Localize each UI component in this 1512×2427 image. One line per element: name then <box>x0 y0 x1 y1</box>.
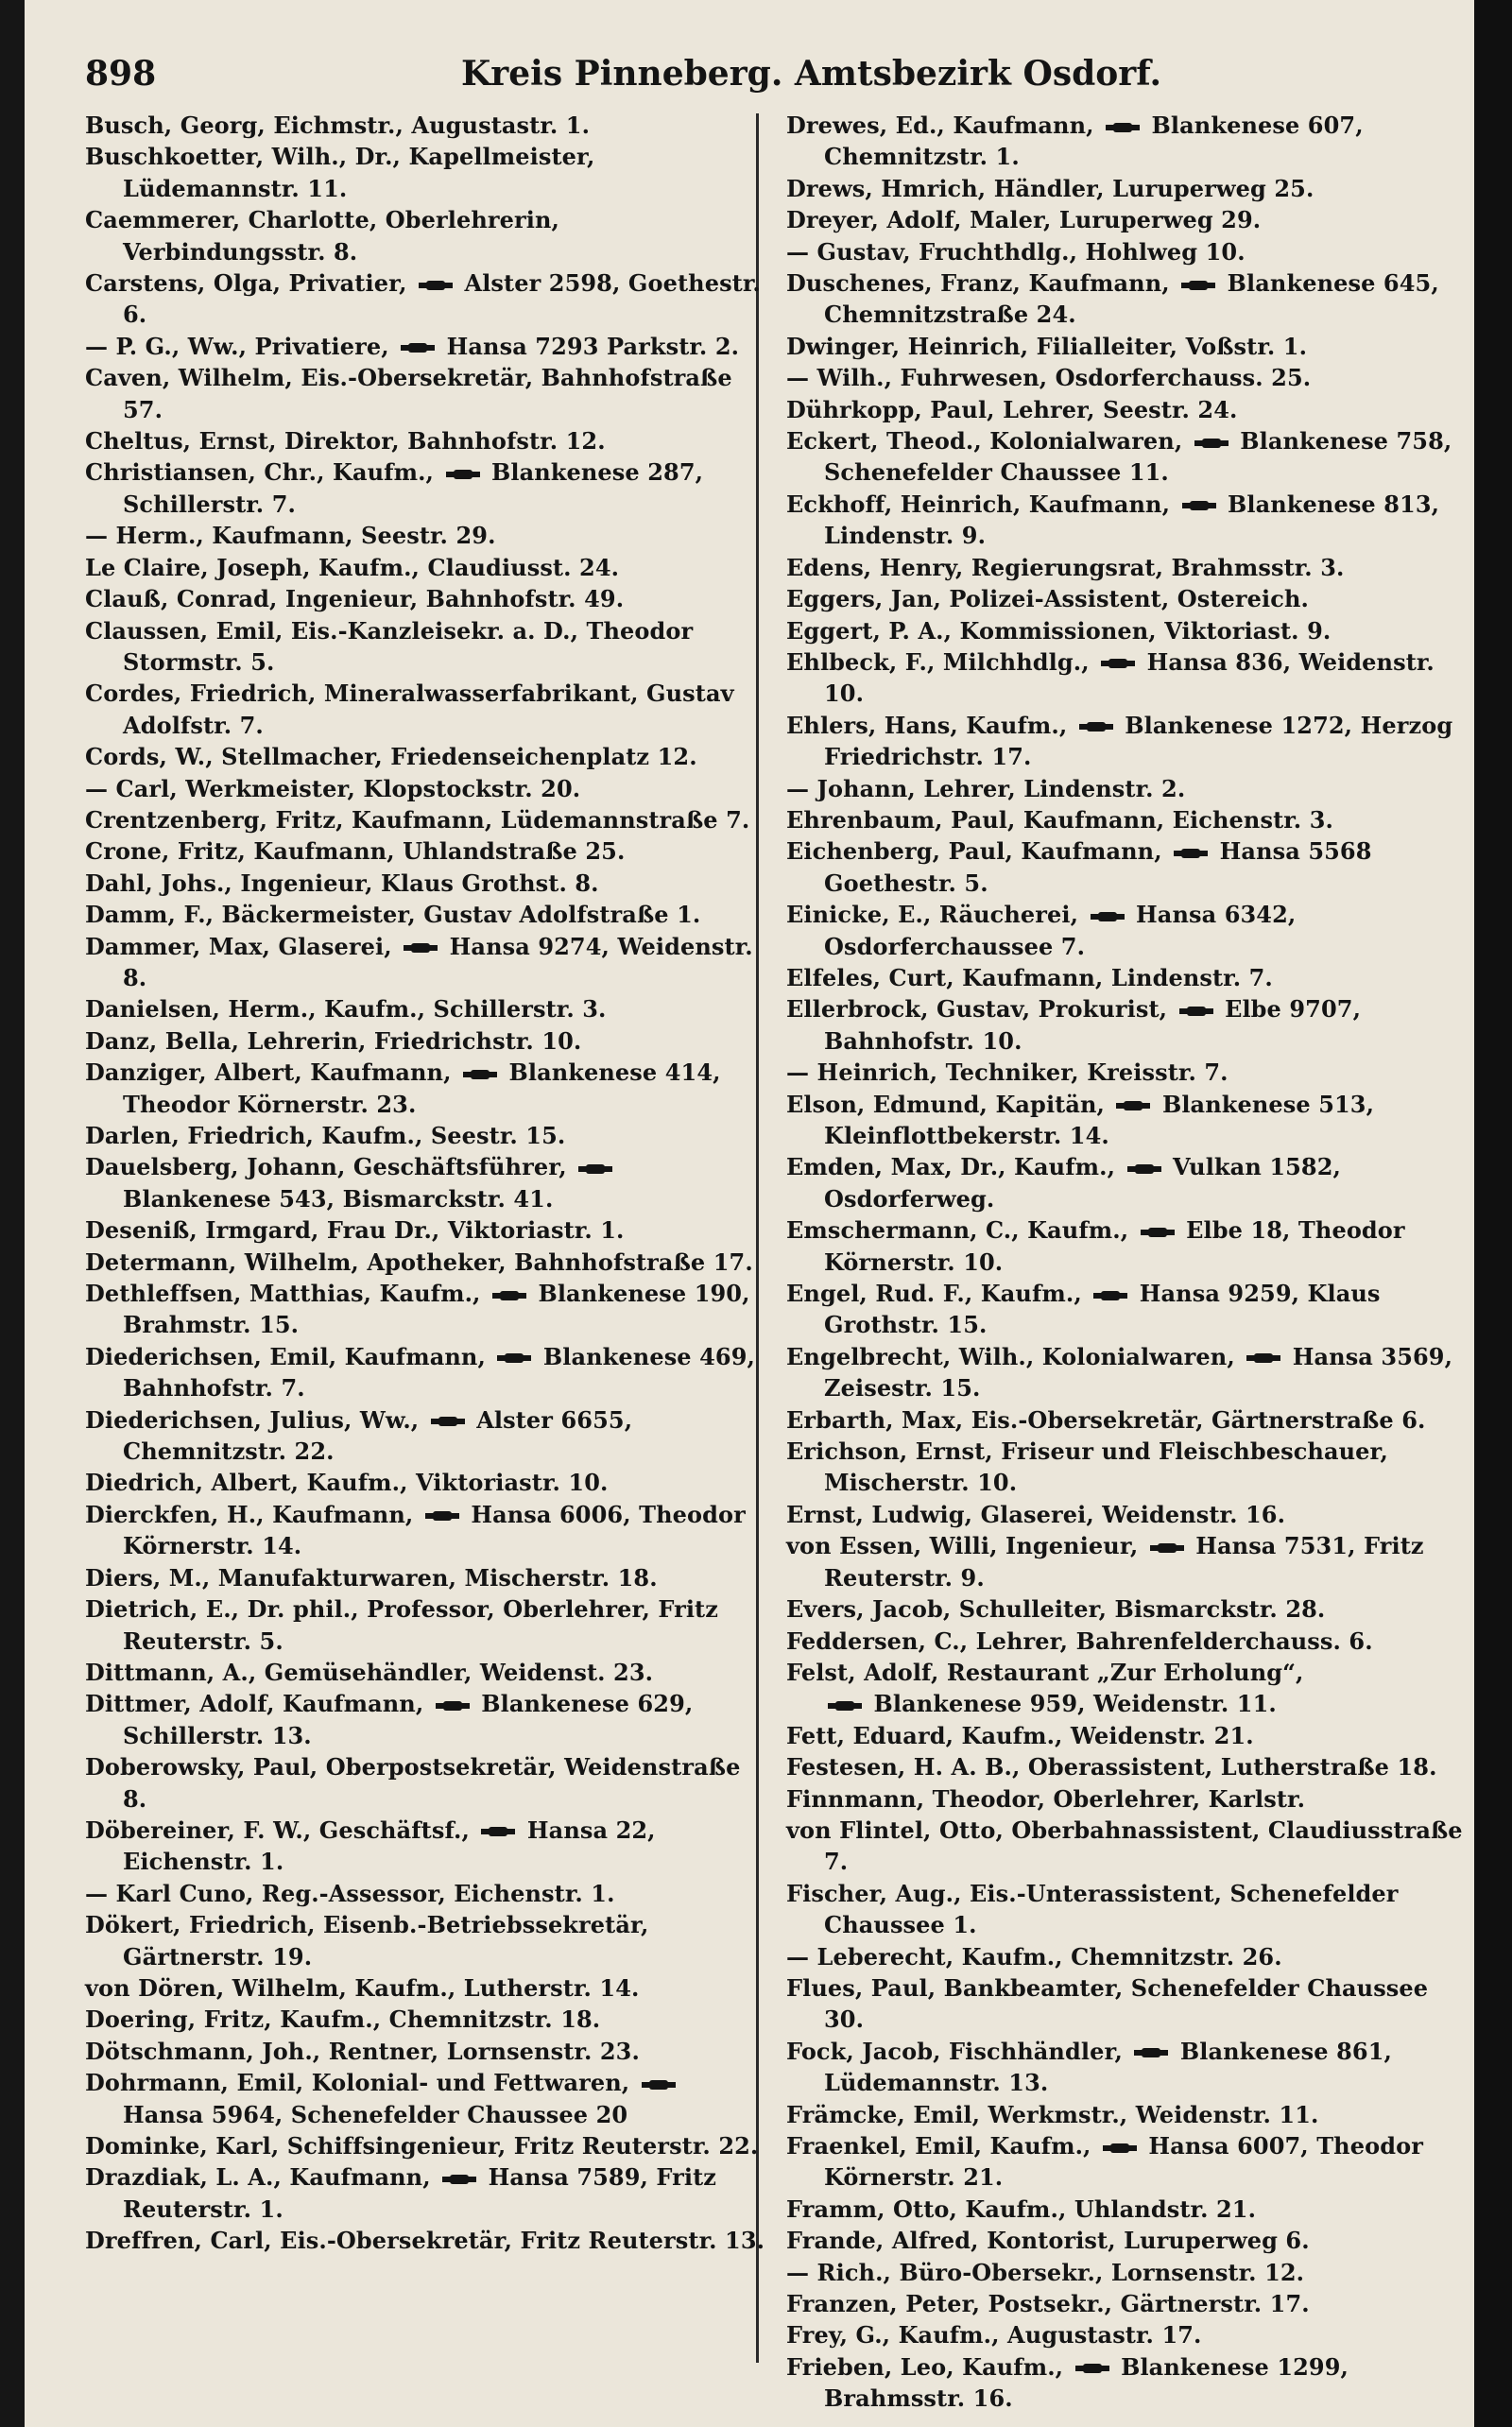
directory-entry <box>85 2225 765 2256</box>
directory-entry <box>85 1751 765 1815</box>
entry-text: Diederichsen, Julius, Ww., <box>85 1405 420 1434</box>
entry-phone-address: Hansa 5568 Goethestr. 5. <box>824 837 1372 897</box>
entry-text: Dominke, Karl, Schiffsingenieur, Fritz Reuterstr. 22. <box>85 2132 759 2160</box>
entry-phone-address: Hansa 5964, Schenefelder Chaussee 20 <box>123 2100 628 2128</box>
entry-text: Frey, G., Kaufm., Augustastr. 17. <box>786 2321 1202 2350</box>
entry-text: Eggers, Jan, Polizei-Assistent, Ostereich. <box>786 585 1309 613</box>
entry-phone-address: Blankenese 543, Bismarckstr. 41. <box>123 1184 554 1213</box>
entry-text: Erichson, Ernst, Friseur und Fleischbeschauer, Mischerstr. 10. <box>786 1437 1389 1497</box>
telephone-icon <box>429 1413 467 1430</box>
directory-entry <box>786 1436 1467 1499</box>
entry-text: Determann, Wilhelm, Apotheker, Bahnhofstraße 17. <box>85 1248 753 1276</box>
entry-text: Emschermann, C., Kaufm., <box>786 1216 1129 1245</box>
entry-text: Dohrmann, Emil, Kolonial- und Fettwaren, <box>85 2069 630 2097</box>
entry-text: Fraenkel, Emil, Kaufm., <box>786 2132 1091 2160</box>
directory-entry <box>85 1404 765 1468</box>
telephone-icon <box>640 2076 678 2093</box>
directory-entry <box>85 362 765 425</box>
telephone-icon <box>1091 1287 1129 1304</box>
directory-entry <box>85 678 765 741</box>
telephone-icon <box>1132 2044 1170 2061</box>
telephone-icon <box>1125 1161 1163 1178</box>
entry-text: Fischer, Aug., Eis.-Unterassistent, Schenefelder Chaussee 1. <box>786 1879 1399 1939</box>
telephone-icon <box>1089 908 1126 925</box>
telephone-icon <box>402 939 439 956</box>
directory-entry <box>786 394 1467 425</box>
entry-text: Diederichsen, Emil, Kaufmann, <box>85 1342 486 1370</box>
entry-text: Diers, M., Manufakturwaren, Mischerstr. 18. <box>85 1563 658 1592</box>
directory-entry <box>85 1057 765 1120</box>
entry-text: Carstens, Olga, Privatier, <box>85 269 407 298</box>
directory-entry <box>786 2225 1467 2256</box>
directory-entry <box>786 993 1467 1057</box>
entry-text: Fock, Jacob, Fischhändler, <box>786 2037 1123 2065</box>
entry-text: Emden, Max, Dr., Kaufm., <box>786 1153 1116 1181</box>
directory-entry <box>786 2319 1467 2350</box>
telephone-icon <box>444 466 482 483</box>
directory-entry <box>786 646 1467 710</box>
directory-entry <box>85 1688 765 1751</box>
entry-text: Dreyer, Adolf, Maler, Luruperweg 29. <box>786 206 1262 234</box>
telephone-icon <box>1179 277 1217 294</box>
telephone-icon <box>417 277 455 294</box>
entry-phone-address: Alster 2598, Goethestr. 6. <box>123 269 761 329</box>
directory-entry <box>85 931 765 994</box>
directory-entry <box>786 1057 1467 1088</box>
directory-entry <box>786 1783 1467 1815</box>
entry-text: Frande, Alfred, Kontorist, Luruperweg 6. <box>786 2227 1310 2255</box>
directory-entry <box>786 2351 1467 2415</box>
directory-entry <box>85 204 765 267</box>
entry-phone-address: Blankenese 414, Theodor Körnerstr. 23. <box>123 1059 721 1118</box>
entry-phone-address: Blankenese 629, Schillerstr. 13. <box>123 1690 694 1749</box>
directory-entry <box>85 1025 765 1057</box>
directory-entry <box>786 1341 1467 1404</box>
telephone-icon <box>1114 1097 1152 1114</box>
directory-entry <box>786 362 1467 393</box>
entry-text: Crentzenberg, Fritz, Kaufmann, Lüdemannstraße 7. <box>85 805 750 834</box>
telephone-icon <box>1177 1003 1215 1020</box>
directory-entry <box>85 141 765 204</box>
telephone-icon <box>440 2171 478 2188</box>
directory-entry <box>85 741 765 772</box>
directory-entry <box>786 899 1467 962</box>
entry-text: Busch, Georg, Eichmstr., Augustastr. 1. <box>85 112 591 139</box>
entry-text: Doberowsky, Paul, Oberpostsekretär, Weidenstraße 8. <box>85 1753 741 1813</box>
directory-entry <box>786 2288 1467 2319</box>
entry-phone-address: Blankenese 959, Weidenstr. 11. <box>873 1690 1277 1718</box>
entry-text: Danz, Bella, Lehrerin, Friedrichstr. 10. <box>85 1026 582 1055</box>
entry-phone-address: Hansa 7293 Parkstr. 2. <box>446 332 740 360</box>
entry-phone-address: Hansa 22, Eichenstr. 1. <box>123 1816 656 1876</box>
entry-text: Ehrenbaum, Paul, Kaufmann, Eichenstr. 3. <box>786 805 1333 834</box>
entry-text: Clauß, Conrad, Ingenieur, Bahnhofstr. 49. <box>85 585 625 613</box>
entry-text: — Wilh., Fuhrwesen, Osdorferchauss. 25. <box>786 364 1312 392</box>
entry-text: — Herm., Kaufmann, Seestr. 29. <box>85 522 496 550</box>
entry-text: — Leberecht, Kaufm., Chemnitzstr. 26. <box>786 1942 1282 1971</box>
entry-phone-address: Hansa 836, Weidenstr. 10. <box>824 647 1435 708</box>
telephone-icon <box>1074 2360 1111 2377</box>
directory-entry <box>85 520 765 551</box>
directory-entry <box>786 552 1467 583</box>
entry-text: — Rich., Büro-Obersekr., Lornsenstr. 12. <box>786 2258 1305 2286</box>
directory-entry <box>786 710 1467 773</box>
entry-text: Dammer, Max, Glaserei, <box>85 932 392 960</box>
directory-entry <box>85 1278 765 1341</box>
entry-text: Eckert, Theod., Kolonialwaren, <box>786 427 1183 456</box>
directory-entry <box>85 1151 765 1214</box>
entry-phone-address: Hansa 6342, Osdorferchaussee 7. <box>824 901 1297 960</box>
directory-entry <box>786 425 1467 489</box>
entry-phone-address: Hansa 7589, Fritz Reuterstr. 1. <box>123 2163 717 2223</box>
entry-text: Cheltus, Ernst, Direktor, Bahnhofstr. 12. <box>85 427 606 456</box>
directory-entry <box>85 1562 765 1593</box>
telephone-icon <box>576 1161 614 1178</box>
directory-entry <box>786 1941 1467 1972</box>
directory-entry <box>786 2257 1467 2288</box>
entry-text: Drews, Hmrich, Händler, Luruperweg 25. <box>786 174 1314 202</box>
entry-text: Evers, Jacob, Schulleiter, Bismarckstr. 28. <box>786 1595 1326 1624</box>
directory-entry <box>786 1530 1467 1593</box>
entry-text: Buschkoetter, Wilh., Dr., Kapellmeister, Lüdemannstr. 11. <box>85 143 595 202</box>
directory-entry <box>786 1972 1467 2036</box>
directory-entry <box>85 1120 765 1151</box>
entry-text: Crone, Fritz, Kaufmann, Uhlandstraße 25. <box>85 837 626 866</box>
telephone-icon <box>399 339 437 356</box>
entry-phone-address: Blankenese 1299, Brahmsstr. 16. <box>824 2352 1349 2413</box>
telephone-icon <box>495 1350 533 1367</box>
entry-text: Dierckfen, H., Kaufmann, <box>85 1500 414 1528</box>
entry-text: — Karl Cuno, Reg.-Assessor, Eichenstr. 1. <box>85 1879 615 1907</box>
directory-entry <box>85 899 765 930</box>
directory-entry <box>786 1404 1467 1436</box>
entry-phone-address: Blankenese 861, Lüdemannstr. 13. <box>824 2037 1392 2097</box>
entry-text: Ellerbrock, Gustav, Prokurist, <box>786 995 1168 1024</box>
entry-text: Eckhoff, Heinrich, Kaufmann, <box>786 490 1171 518</box>
left-column <box>85 110 765 2257</box>
entry-phone-address: Hansa 6006, Theodor Körnerstr. 14. <box>123 1500 746 1560</box>
entry-phone-address: Elbe 9707, Bahnhofstr. 10. <box>824 995 1362 1055</box>
directory-entry <box>85 1909 765 1972</box>
scan-edge-right <box>1474 0 1512 2427</box>
entry-text: — Heinrich, Techniker, Kreisstr. 7. <box>786 1059 1228 1087</box>
page-header <box>85 45 1455 102</box>
directory-entry <box>85 2004 765 2035</box>
entry-text: Feddersen, C., Lehrer, Bahrenfelderchauss. 6. <box>786 1627 1373 1655</box>
entry-text: Dietrich, E., Dr. phil., Professor, Oberlehrer, Fritz Reuterstr. 5. <box>85 1595 718 1655</box>
entry-phone-address: Elbe 18, Theodor Körnerstr. 10. <box>824 1216 1405 1276</box>
entry-phone-address: Blankenese 645, Chemnitzstraße 24. <box>824 269 1439 329</box>
entry-text: Dittmann, A., Gemüsehändler, Weidenst. 23. <box>85 1658 654 1686</box>
directory-entry <box>85 1247 765 1278</box>
directory-entry <box>786 1720 1467 1751</box>
page-number: 898 <box>85 54 157 94</box>
entry-text: — Johann, Lehrer, Lindenstr. 2. <box>786 774 1186 802</box>
telephone-icon <box>1172 845 1210 862</box>
entry-text: Ehlbeck, F., Milchhdlg., <box>786 647 1090 676</box>
entry-text: Christiansen, Chr., Kaufm., <box>85 458 435 487</box>
entry-text: Dührkopp, Paul, Lehrer, Seestr. 24. <box>786 395 1238 423</box>
entry-text: Ehlers, Hans, Kaufm., <box>786 711 1068 739</box>
entry-phone-address: Blankenese 469, Bahnhofstr. 7. <box>123 1342 755 1403</box>
telephone-icon <box>479 1823 517 1840</box>
entry-text: Doering, Fritz, Kaufm., Chemnitzstr. 18. <box>85 2005 601 2034</box>
directory-entry <box>85 552 765 583</box>
entry-text: Darlen, Friedrich, Kaufm., Seestr. 15. <box>85 1122 566 1149</box>
directory-entry <box>85 583 765 614</box>
telephone-icon <box>1245 1350 1282 1367</box>
entry-phone-address: Blankenese 190, Brahmstr. 15. <box>123 1280 750 1339</box>
entry-phone-address: Hansa 7531, Fritz Reuterstr. 9. <box>824 1532 1424 1592</box>
entry-text: Dötschmann, Joh., Rentner, Lornsenstr. 23. <box>85 2037 640 2065</box>
directory-entry <box>786 2194 1467 2225</box>
directory-entry <box>85 1815 765 1878</box>
entry-text: Damm, F., Bäckermeister, Gustav Adolfstraße 1. <box>85 901 701 929</box>
directory-entry <box>786 835 1467 899</box>
entry-phone-address: Blankenese 607, Chemnitzstr. 1. <box>824 112 1364 171</box>
entry-text: Diedrich, Albert, Kaufm., Viktoriastr. 10. <box>85 1469 609 1497</box>
telephone-icon <box>434 1697 472 1714</box>
entry-text: Edens, Henry, Regierungsrat, Brahmsstr. 3. <box>786 553 1345 581</box>
entry-text: Dreffren, Carl, Eis.-Obersekretär, Fritz Reuterstr. 13. <box>85 2227 765 2255</box>
directory-entry <box>85 615 765 679</box>
directory-entry <box>85 331 765 362</box>
entry-text: Claussen, Emil, Eis.-Kanzleisekr. a. D., Theodor Stormstr. 5. <box>85 616 694 676</box>
entry-text: Eggert, P. A., Kommissionen, Viktoriast. 9. <box>786 616 1332 645</box>
directory-entry <box>786 1499 1467 1530</box>
entry-phone-address: Blankenese 513, Kleinflottbekerstr. 14. <box>824 1090 1375 1149</box>
entry-text: Dahl, Johs., Ingenieur, Klaus Grothst. 8. <box>85 869 599 897</box>
entry-phone-address: Hansa 6007, Theodor Körnerstr. 21. <box>824 2132 1423 2192</box>
entry-text: Felst, Adolf, Restaurant „Zur Erholung“, <box>786 1658 1304 1686</box>
telephone-icon <box>490 1287 528 1304</box>
directory-entry <box>85 1878 765 1909</box>
entry-text: von Dören, Wilhelm, Kaufm., Lutherstr. 14. <box>85 1973 640 2002</box>
directory-entry <box>85 1214 765 1246</box>
directory-entry <box>85 1341 765 1404</box>
telephone-icon <box>1077 718 1115 735</box>
entry-text: Le Claire, Joseph, Kaufm., Claudiusst. 24. <box>85 553 620 581</box>
telephone-icon <box>423 1507 461 1524</box>
running-title: Kreis Pinneberg. Amtsbezirk Osdorf. <box>461 54 1161 94</box>
entry-text: Fett, Eduard, Kaufm., Weidenstr. 21. <box>786 1721 1254 1749</box>
entry-text: Franzen, Peter, Postsekr., Gärtnerstr. 17. <box>786 2290 1310 2318</box>
telephone-icon <box>1193 435 1230 452</box>
entry-phone-address: Blankenese 813, Lindenstr. 9. <box>824 490 1440 550</box>
directory-entry <box>786 110 1467 173</box>
directory-entry <box>85 110 765 141</box>
directory-entry <box>786 1626 1467 1657</box>
telephone-icon <box>461 1066 499 1083</box>
entry-text: Döbereiner, F. W., Geschäftsf., <box>85 1816 470 1844</box>
entry-text: von Flintel, Otto, Oberbahnassistent, Claudiusstraße 7. <box>786 1816 1463 1876</box>
entry-text: Festesen, H. A. B., Oberassistent, Lutherstraße 18. <box>786 1753 1437 1782</box>
directory-entry <box>85 2036 765 2067</box>
entry-text: Främcke, Emil, Werkmstr., Weidenstr. 11. <box>786 2100 1319 2128</box>
entry-text: Danziger, Albert, Kaufmann, <box>85 1059 452 1087</box>
directory-entry <box>786 2130 1467 2194</box>
entry-text: Cordes, Friedrich, Mineralwasserfabrikant, Gustav Adolfstr. 7. <box>85 680 734 739</box>
entry-text: Deseniß, Irmgard, Frau Dr., Viktoriastr. 1. <box>85 1216 625 1245</box>
entry-text: Eichenberg, Paul, Kaufmann, <box>786 837 1162 866</box>
directory-entry <box>85 456 765 520</box>
entry-phone-address: Alster 6655, Chemnitzstr. 22. <box>123 1405 633 1466</box>
entry-text: Caemmerer, Charlotte, Oberlehrerin, Verbindungsstr. 8. <box>85 206 559 266</box>
telephone-icon <box>1148 1540 1186 1557</box>
entry-text: Dittmer, Adolf, Kaufmann, <box>85 1690 424 1718</box>
directory-entry <box>786 583 1467 614</box>
entry-phone-address: Blankenese 758, Schenefelder Chaussee 11. <box>824 427 1452 487</box>
directory-entry <box>85 2130 765 2161</box>
directory-entry <box>85 773 765 804</box>
entry-phone-address: Vulkan 1582, Osdorferweg. <box>824 1153 1341 1213</box>
telephone-icon <box>1180 497 1218 514</box>
entry-text: Dauelsberg, Johann, Geschäftsführer, <box>85 1153 567 1181</box>
entry-text: Frieben, Leo, Kaufm., <box>786 2352 1064 2381</box>
directory-entry <box>786 1214 1467 1278</box>
entry-phone-address: Hansa 3569, Zeisestr. 15. <box>824 1342 1453 1403</box>
directory-entry <box>85 267 765 331</box>
directory-entry <box>85 2161 765 2225</box>
entry-text: — Gustav, Fruchthdlg., Hohlweg 10. <box>786 237 1246 266</box>
directory-entry <box>85 835 765 867</box>
entry-text: Elfeles, Curt, Kaufmann, Lindenstr. 7. <box>786 963 1273 991</box>
entry-text: — Carl, Werkmeister, Klopstockstr. 20. <box>85 774 581 802</box>
entry-text: — P. G., Ww., Privatiere, <box>85 332 389 360</box>
entry-text: Caven, Wilhelm, Eis.-Obersekretär, Bahnhofstraße 57. <box>85 364 732 423</box>
directory-entry <box>786 2036 1467 2099</box>
directory-entry <box>786 1657 1467 1720</box>
entry-text: Cords, W., Stellmacher, Friedenseichenplatz 12. <box>85 743 697 771</box>
directory-entry <box>85 425 765 456</box>
entry-text: Engelbrecht, Wilh., Kolonialwaren, <box>786 1342 1235 1370</box>
directory-entry <box>786 1151 1467 1214</box>
entry-phone-address: Hansa 9274, Weidenstr. 8. <box>123 932 753 991</box>
entry-phone-address: Blankenese 287, Schillerstr. 7. <box>123 458 704 518</box>
directory-entry <box>786 2099 1467 2130</box>
directory-entry <box>85 1499 765 1562</box>
directory-entry <box>85 1593 765 1657</box>
directory-entry <box>786 615 1467 646</box>
directory-entry <box>786 962 1467 993</box>
directory-entry <box>85 868 765 899</box>
directory-entry <box>786 804 1467 835</box>
entry-phone-address: Hansa 9259, Klaus Grothstr. 15. <box>824 1280 1381 1339</box>
entry-text: Flues, Paul, Bankbeamter, Schenefelder Chaussee 30. <box>786 1973 1429 2034</box>
directory-entry <box>786 173 1467 204</box>
scan-edge-left <box>0 0 25 2427</box>
entry-text: Elson, Edmund, Kapitän, <box>786 1090 1105 1118</box>
directory-entry <box>786 1593 1467 1625</box>
directory-entry <box>85 2067 765 2130</box>
entry-text: Finnmann, Theodor, Oberlehrer, Karlstr. <box>786 1784 1306 1813</box>
directory-entry <box>786 267 1467 331</box>
directory-entry <box>786 236 1467 267</box>
entry-text: Dökert, Friedrich, Eisenb.-Betriebssekretär, Gärtnerstr. 19. <box>85 1911 649 1971</box>
telephone-icon <box>826 1697 864 1714</box>
directory-entry <box>85 1972 765 2004</box>
directory-entry <box>786 773 1467 804</box>
entry-text: Drewes, Ed., Kaufmann, <box>786 112 1094 139</box>
directory-entry <box>786 204 1467 235</box>
directory-entry <box>786 1878 1467 1941</box>
entry-text: Dethleffsen, Matthias, Kaufm., <box>85 1280 481 1308</box>
telephone-icon <box>1104 119 1142 136</box>
telephone-icon <box>1101 2140 1139 2157</box>
entry-text: Einicke, E., Räucherei, <box>786 901 1079 929</box>
entry-text: Engel, Rud. F., Kaufm., <box>786 1280 1082 1308</box>
directory-entry <box>786 1089 1467 1152</box>
directory-entry <box>786 1278 1467 1341</box>
entry-text: Danielsen, Herm., Kaufm., Schillerstr. 3. <box>85 995 607 1024</box>
entry-text: Drazdiak, L. A., Kaufmann, <box>85 2163 431 2192</box>
directory-entry <box>786 1751 1467 1782</box>
entry-text: Ernst, Ludwig, Glaserei, Weidenstr. 16. <box>786 1500 1286 1528</box>
entry-text: Erbarth, Max, Eis.-Obersekretär, Gärtnerstraße 6. <box>786 1405 1426 1434</box>
directory-entry <box>786 1815 1467 1878</box>
directory-entry <box>85 804 765 835</box>
entry-text: von Essen, Willi, Ingenieur, <box>786 1532 1139 1560</box>
entry-text: Framm, Otto, Kaufm., Uhlandstr. 21. <box>786 2195 1257 2223</box>
directory-entry <box>85 1657 765 1688</box>
right-column <box>786 110 1467 2415</box>
entry-text: Duschenes, Franz, Kaufmann, <box>786 269 1170 298</box>
directory-entry <box>85 993 765 1024</box>
entry-phone-address: Blankenese 1272, Herzog Friedrichstr. 17. <box>824 711 1453 771</box>
telephone-icon <box>1099 655 1137 672</box>
directory-entry <box>85 1467 765 1498</box>
directory-entry <box>786 489 1467 552</box>
entry-text: Dwinger, Heinrich, Filialleiter, Voßstr. 1. <box>786 332 1308 360</box>
telephone-icon <box>1139 1224 1177 1241</box>
directory-entry <box>786 331 1467 362</box>
